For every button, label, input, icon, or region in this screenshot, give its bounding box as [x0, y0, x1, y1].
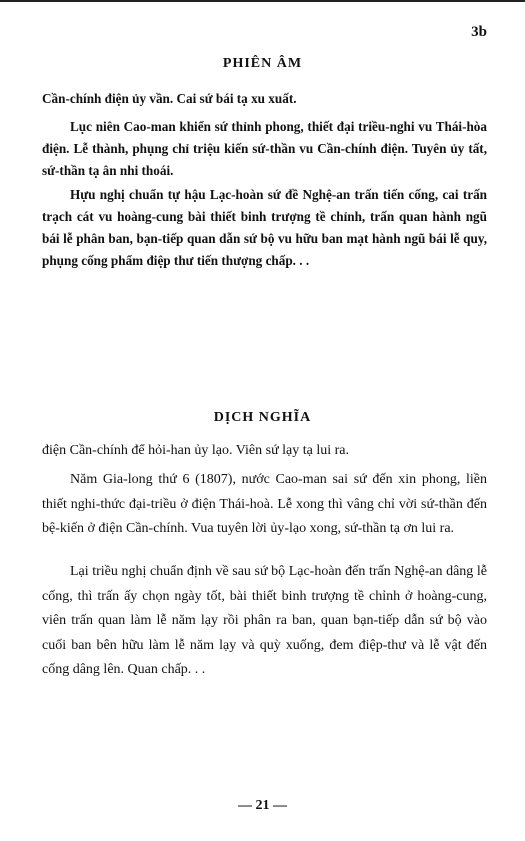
page-number: — 21 — — [238, 798, 287, 813]
top-border-line — [0, 0, 525, 2]
dich-nghia-paragraph-1: điện Cần-chính để hỏi-han ủy lạo. Viên sứ lạy tạ lui ra. — [42, 443, 350, 458]
dich-nghia-paragraph-3: Lại triều nghị chuẩn định về sau sứ bộ Lạc-hoàn đến trấn Nghệ-an dâng lễ cống, thì trấn ấy chọn ngày tốt, bài thiết binh trượng tề chỉnh ở hoàng-cung, viên trấn quan làm lễ năm lạy rồi phân ra ban, quan bạn-tiếp dẫn sứ bộ vào cuối ban bên hữu làm lễ năm lạy và quỳ xuống, đem điệp-thư và lễ vật đến cống dâng lên. Quan chấp. . . — [42, 564, 487, 677]
page-label: 3b — [471, 24, 487, 40]
heading-dich-nghia: DỊCH NGHĨA — [213, 410, 312, 425]
heading-phien-am: PHIÊN ÂM — [222, 56, 303, 71]
dich-nghia-paragraph-2: Năm Gia-long thứ 6 (1807), nước Cao-man sai sứ đến xin phong, liền thiết nghi-thức đại-triều ở điện Thái-hoà. Lễ xong thì vâng chỉ vời sứ-thần đến bệ-kiến ở điện Cần-chính. Vua tuyên lời ủy-lạo xong, sứ-thần tạ ơn lui ra. — [42, 472, 487, 536]
phien-am-paragraph-3: Hựu nghị chuẩn tự hậu Lạc-hoàn sứ đề Nghệ-an trấn tiến cống, cai trấn trạch cát vu hoàng-cung bài thiết binh trượng tề chỉnh, trấn quan hành ngũ bái lễ phân ban, bạn-tiếp quan dẫn sứ bộ vu hữu ban mạt hành ngũ bái lễ quy, phụng cống phẩm điệp thư tiến thượng chấp. . . — [42, 187, 487, 268]
phien-am-paragraph-1: Cần-chính điện ủy vần. Cai sứ bái tạ xu xuất. — [42, 91, 297, 106]
phien-am-paragraph-2: Lục niên Cao-man khiển sứ thỉnh phong, thiết đại triều-nghi vu Thái-hòa điện. Lễ thành, phụng chỉ triệu kiến sứ-thần vu Cần-chính điện. Tuyên ủy tất, sứ-thần tạ ân nhi thoái. — [42, 119, 487, 178]
